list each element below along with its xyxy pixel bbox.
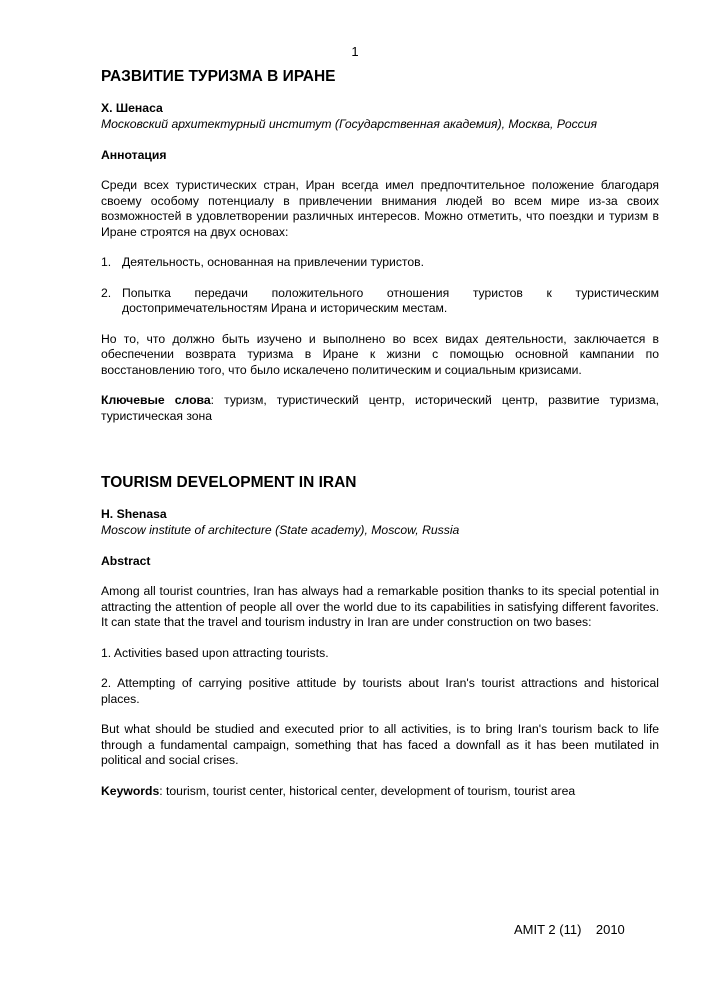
author-ru: Х. Шенаса — [101, 101, 163, 115]
page-number: 1 — [351, 44, 359, 59]
abstract-item-1-en: 1. Activities based upon attracting tourists. — [101, 645, 329, 660]
abstract-conclusion-ru: Но то, что должно быть изучено и выполнено во всех видах деятельности, заключается в обеспечении возврата туризма в Иране к жизни с помощью основной кампании по восстановлению того, что было искалечено политическим и социальным кризисами. — [101, 331, 659, 377]
list-item — [101, 255, 659, 271]
paper-title-ru: РАЗВИТИЕ ТУРИЗМА В ИРАНЕ — [101, 68, 336, 85]
affiliation-ru: Московский архитектурный институт (Государственная академия), Москва, Россия — [101, 117, 598, 131]
abstract-list-ru — [101, 255, 659, 317]
abstract-heading-ru: Аннотация — [101, 148, 167, 162]
keywords-label-en: Keywords — [101, 783, 160, 798]
abstract-heading-en: Abstract — [101, 554, 151, 568]
paper-title-en: TOURISM DEVELOPMENT IN IRAN — [101, 474, 357, 491]
list-item — [101, 286, 659, 317]
abstract-intro-ru: Среди всех туристических стран, Иран всегда имел предпочтительное положение благодаря своему особому потенциалу в привлечении внимания людей во всем мире из-за своих возможностей в удовлетворении различных интересов. Можно отметить, что поездки и туризм в Иране строятся на двух основах: — [101, 178, 659, 239]
list-item-number: 2. — [101, 285, 112, 300]
russian-section — [101, 68, 659, 439]
keywords-text-ru: : туризм, туристический центр, исторический центр, развитие туризма, туристическая зона — [101, 393, 659, 423]
abstract-intro-en: Among all tourist countries, Iran has always had a remarkable position thanks to its special potential in attracting the attention of people all over the world due to its capabilities in satisfying different favorites. It can state that the travel and tourism industry in Iran are under construction on two bases: — [101, 584, 659, 629]
keywords-ru — [101, 393, 659, 424]
english-section — [101, 474, 659, 814]
journal-footer: AMIT 2 (11) 2010 — [514, 922, 625, 937]
list-item-number: 1. — [101, 255, 112, 269]
abstract-conclusion-en: But what should be studied and executed prior to all activities, is to bring Iran's tourism back to life through a fundamental campaign, something that has faced a downfall as it has been mutilated in political and social crises. — [101, 722, 659, 767]
list-item-text: Деятельность, основанная на привлечении туристов. — [122, 255, 424, 269]
keywords-en — [101, 784, 659, 800]
abstract-item-2-en: 2. Attempting of carrying positive attitude by tourists about Iran's tourist attractions and historical places. — [101, 676, 659, 706]
author-en: H. Shenasa — [101, 507, 167, 521]
list-item-text: Попытка передачи положительного отношения туристов к туристическим достопримечательностям Ирана и историческим местам. — [122, 285, 659, 315]
keywords-text-en: : tourism, tourist center, historical center, development of tourism, tourist area — [159, 783, 576, 798]
keywords-label-ru: Ключевые слова — [101, 393, 211, 407]
affiliation-en: Moscow institute of architecture (State academy), Moscow, Russia — [101, 523, 460, 537]
